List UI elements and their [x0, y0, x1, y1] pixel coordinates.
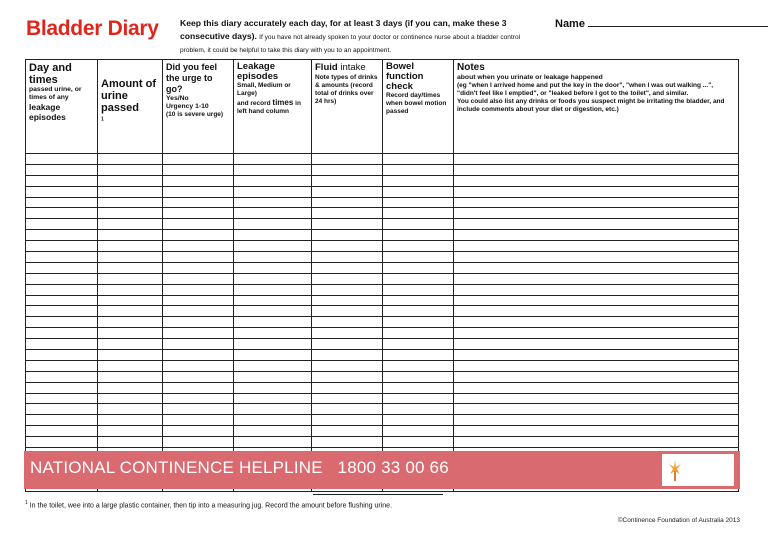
- table-row: [26, 241, 739, 252]
- diary-cell[interactable]: [312, 415, 383, 426]
- diary-cell[interactable]: [26, 317, 98, 328]
- diary-cell[interactable]: [312, 360, 383, 371]
- diary-cell[interactable]: [454, 360, 739, 371]
- diary-cell[interactable]: [26, 404, 98, 415]
- diary-cell[interactable]: [98, 219, 163, 230]
- diary-cell[interactable]: [454, 404, 739, 415]
- helpline-text: [30, 458, 449, 478]
- col-urge-yesno: Yes/No: [166, 95, 189, 102]
- diary-cell[interactable]: [312, 284, 383, 295]
- diary-cell[interactable]: [312, 350, 383, 361]
- name-field: [555, 16, 768, 30]
- diary-cell[interactable]: [98, 404, 163, 415]
- diary-cell[interactable]: [163, 360, 234, 371]
- diary-cell[interactable]: [98, 426, 163, 437]
- diary-cell[interactable]: [98, 360, 163, 371]
- diary-cell[interactable]: [234, 154, 312, 165]
- diary-cell[interactable]: [98, 262, 163, 273]
- diary-cell[interactable]: [163, 317, 234, 328]
- diary-cell[interactable]: [234, 208, 312, 219]
- table-row: [26, 382, 739, 393]
- diary-cell[interactable]: [234, 350, 312, 361]
- diary-cell[interactable]: [383, 437, 454, 448]
- diary-cell[interactable]: [383, 415, 454, 426]
- copyright: ©Continence Foundation of Australia 2013: [617, 517, 740, 524]
- diary-cell[interactable]: [312, 197, 383, 208]
- diary-cell[interactable]: [98, 175, 163, 186]
- diary-cell[interactable]: [98, 306, 163, 317]
- table-row: [26, 328, 739, 339]
- col-leakage-record: record: [250, 100, 271, 107]
- diary-cell[interactable]: [26, 437, 98, 448]
- diary-cell[interactable]: [312, 306, 383, 317]
- diary-cell[interactable]: [383, 186, 454, 197]
- page-title: Bladder Diary: [26, 17, 159, 40]
- helpline-label: NATIONAL CONTINENCE HELPLINE: [30, 458, 323, 477]
- name-label: Name: [555, 18, 585, 30]
- diary-cell[interactable]: [234, 262, 312, 273]
- diary-cell[interactable]: [26, 208, 98, 219]
- diary-cell[interactable]: [234, 186, 312, 197]
- diary-cell[interactable]: [163, 273, 234, 284]
- diary-cell[interactable]: [163, 154, 234, 165]
- diary-cell[interactable]: [454, 154, 739, 165]
- col-day-title: Day and times: [29, 62, 72, 86]
- instructions: [180, 17, 530, 57]
- diary-cell[interactable]: [163, 437, 234, 448]
- diary-cell[interactable]: [163, 164, 234, 175]
- diary-cell[interactable]: [98, 437, 163, 448]
- diary-cell[interactable]: [383, 306, 454, 317]
- diary-cell[interactable]: [454, 306, 739, 317]
- col-amount-title: Amount of urine passed: [101, 78, 156, 114]
- diary-cell[interactable]: [312, 186, 383, 197]
- diary-cell[interactable]: [163, 295, 234, 306]
- diary-cell[interactable]: [163, 284, 234, 295]
- diary-cell[interactable]: [454, 382, 739, 393]
- foundation-logo: [662, 454, 734, 486]
- col-day-tail: leakage episodes: [29, 102, 66, 122]
- col-leakage: [234, 60, 312, 154]
- footnote-mark: 1: [25, 500, 28, 506]
- table-row: [26, 273, 739, 284]
- diary-cell[interactable]: [98, 186, 163, 197]
- col-amount: [98, 60, 163, 154]
- diary-cell[interactable]: [234, 284, 312, 295]
- diary-cell[interactable]: [163, 175, 234, 186]
- diary-cell[interactable]: [98, 241, 163, 252]
- diary-cell[interactable]: [454, 273, 739, 284]
- diary-cell[interactable]: [163, 371, 234, 382]
- diary-cell[interactable]: [383, 360, 454, 371]
- diary-cell[interactable]: [98, 317, 163, 328]
- diary-cell[interactable]: [454, 393, 739, 404]
- diary-cell[interactable]: [312, 273, 383, 284]
- diary-cell[interactable]: [383, 426, 454, 437]
- col-notes-extra: You could also list any drinks or foods you suspect might be irritating the bladder, and include comments about your diet or digestion, etc.): [457, 98, 725, 113]
- diary-cell[interactable]: [454, 295, 739, 306]
- diary-cell[interactable]: [234, 175, 312, 186]
- diary-cell[interactable]: [234, 241, 312, 252]
- diary-cell[interactable]: [383, 404, 454, 415]
- diary-cell[interactable]: [26, 393, 98, 404]
- diary-cell[interactable]: [454, 262, 739, 273]
- diary-cell[interactable]: [163, 393, 234, 404]
- instructions-rest: If you have not already spoken to your doctor or continence nurse about a bladder control problem, it could be helpful to take this diary with you to an appointment.: [180, 34, 521, 54]
- table-row: [26, 415, 739, 426]
- table-row: [26, 350, 739, 361]
- diary-cell[interactable]: [234, 328, 312, 339]
- diary-cell[interactable]: [234, 339, 312, 350]
- name-line[interactable]: [588, 16, 768, 27]
- diary-cell[interactable]: [163, 219, 234, 230]
- diary-cell[interactable]: [454, 186, 739, 197]
- diary-cell[interactable]: [234, 360, 312, 371]
- diary-cell[interactable]: [383, 350, 454, 361]
- diary-cell[interactable]: [454, 197, 739, 208]
- diary-cell[interactable]: [234, 371, 312, 382]
- diary-body: [26, 154, 739, 492]
- diary-cell[interactable]: [234, 415, 312, 426]
- diary-cell[interactable]: [312, 230, 383, 241]
- diary-cell[interactable]: [26, 284, 98, 295]
- diary-cell[interactable]: [312, 262, 383, 273]
- foundation-logo-icon: [668, 458, 682, 482]
- diary-cell[interactable]: [312, 208, 383, 219]
- diary-cell[interactable]: [26, 197, 98, 208]
- diary-cell[interactable]: [454, 164, 739, 175]
- footnote: [25, 500, 392, 509]
- diary-cell[interactable]: [163, 252, 234, 263]
- diary-cell[interactable]: [26, 339, 98, 350]
- diary-cell[interactable]: [454, 437, 739, 448]
- diary-cell[interactable]: [26, 360, 98, 371]
- helpline-number: 1800 33 00 66: [337, 458, 449, 477]
- table-row: [26, 437, 739, 448]
- diary-cell[interactable]: [163, 306, 234, 317]
- diary-cell[interactable]: [163, 339, 234, 350]
- diary-cell[interactable]: [454, 426, 739, 437]
- col-bowel-sub: Record day/times when bowel motion passed: [386, 92, 447, 115]
- diary-cell[interactable]: [98, 371, 163, 382]
- diary-cell[interactable]: [383, 371, 454, 382]
- col-notes-examples: (eg "when I arrived home and put the key in the door", "when I was out walking ...", "didn't feel like I emptied", or "leaked before I got to the toilet", and similar.: [457, 82, 714, 97]
- diary-cell[interactable]: [163, 197, 234, 208]
- col-urge-note: (10 is severe urge): [166, 111, 224, 118]
- col-leakage-and: and: [237, 100, 249, 107]
- diary-cell[interactable]: [312, 393, 383, 404]
- col-bowel-title: Bowel function check: [386, 61, 424, 92]
- diary-cell[interactable]: [163, 350, 234, 361]
- table-row: [26, 219, 739, 230]
- footnote-divider: [313, 494, 443, 495]
- diary-cell[interactable]: [163, 404, 234, 415]
- table-row: [26, 339, 739, 350]
- table-row: [26, 426, 739, 437]
- table-row: [26, 393, 739, 404]
- col-notes-sub: about when you urinate or leakage happened: [457, 74, 603, 81]
- diary-cell[interactable]: [312, 241, 383, 252]
- diary-cell[interactable]: [312, 154, 383, 165]
- diary-cell[interactable]: [383, 175, 454, 186]
- diary-cell[interactable]: [98, 252, 163, 263]
- diary-cell[interactable]: [26, 328, 98, 339]
- diary-cell[interactable]: [26, 306, 98, 317]
- diary-cell[interactable]: [234, 317, 312, 328]
- col-notes-title: Notes: [457, 62, 485, 73]
- diary-cell[interactable]: [454, 241, 739, 252]
- diary-cell[interactable]: [454, 230, 739, 241]
- diary-cell[interactable]: [383, 252, 454, 263]
- diary-cell[interactable]: [98, 393, 163, 404]
- diary-cell[interactable]: [383, 284, 454, 295]
- diary-cell[interactable]: [383, 273, 454, 284]
- table-row: [26, 175, 739, 186]
- col-amount-footnote-mark: 1: [101, 116, 104, 123]
- diary-cell[interactable]: [98, 415, 163, 426]
- diary-cell[interactable]: [163, 382, 234, 393]
- col-notes: [454, 60, 739, 154]
- diary-cell[interactable]: [454, 284, 739, 295]
- diary-cell[interactable]: [454, 175, 739, 186]
- diary-cell[interactable]: [26, 426, 98, 437]
- diary-cell[interactable]: [26, 219, 98, 230]
- table-row: [26, 295, 739, 306]
- diary-cell[interactable]: [454, 371, 739, 382]
- diary-cell[interactable]: [26, 186, 98, 197]
- diary-table: [25, 59, 739, 492]
- diary-cell[interactable]: [26, 262, 98, 273]
- table-row: [26, 252, 739, 263]
- diary-cell[interactable]: [454, 219, 739, 230]
- diary-cell[interactable]: [98, 197, 163, 208]
- diary-cell[interactable]: [98, 273, 163, 284]
- diary-cell[interactable]: [234, 197, 312, 208]
- diary-cell[interactable]: [98, 350, 163, 361]
- diary-cell[interactable]: [383, 382, 454, 393]
- diary-cell[interactable]: [98, 328, 163, 339]
- diary-cell[interactable]: [26, 241, 98, 252]
- col-fluid-sub: Note types of drinks & amounts (record total of drinks over 24 hrs): [315, 74, 378, 105]
- diary-cell[interactable]: [98, 208, 163, 219]
- diary-cell[interactable]: [234, 252, 312, 263]
- diary-cell[interactable]: [163, 328, 234, 339]
- diary-cell[interactable]: [454, 415, 739, 426]
- col-fluid-title-rest: intake: [340, 62, 366, 73]
- table-row: [26, 262, 739, 273]
- col-leakage-times: times: [272, 98, 294, 107]
- diary-cell[interactable]: [26, 273, 98, 284]
- diary-cell[interactable]: [234, 393, 312, 404]
- table-row: [26, 154, 739, 165]
- helpline-banner: [24, 451, 740, 489]
- col-leakage-title: Leakage episodes: [237, 61, 279, 82]
- col-fluid: [312, 60, 383, 154]
- diary-cell[interactable]: [234, 295, 312, 306]
- instructions-bold: Keep this diary accurately each day, for at least 3 days (if you can, make these 3 consecutive days).: [180, 18, 507, 41]
- diary-cell[interactable]: [26, 164, 98, 175]
- diary-cell[interactable]: [98, 284, 163, 295]
- diary-cell[interactable]: [383, 164, 454, 175]
- diary-cell[interactable]: [163, 262, 234, 273]
- diary-cell[interactable]: [383, 208, 454, 219]
- diary-cell[interactable]: [312, 437, 383, 448]
- diary-cell[interactable]: [163, 208, 234, 219]
- table-row: [26, 404, 739, 415]
- diary-cell[interactable]: [383, 230, 454, 241]
- diary-cell[interactable]: [312, 339, 383, 350]
- diary-cell[interactable]: [163, 230, 234, 241]
- diary-cell[interactable]: [454, 317, 739, 328]
- diary-cell[interactable]: [98, 382, 163, 393]
- diary-cell[interactable]: [312, 328, 383, 339]
- diary-cell[interactable]: [383, 339, 454, 350]
- diary-cell[interactable]: [383, 393, 454, 404]
- diary-cell[interactable]: [234, 219, 312, 230]
- header-row: [26, 60, 739, 154]
- col-leakage-line1: Small, Medium or Large): [237, 82, 291, 97]
- diary-cell[interactable]: [312, 371, 383, 382]
- col-urge-urgency: Urgency 1-10: [166, 103, 209, 110]
- table-row: [26, 306, 739, 317]
- diary-cell[interactable]: [163, 415, 234, 426]
- table-row: [26, 186, 739, 197]
- diary-cell[interactable]: [312, 252, 383, 263]
- diary-cell[interactable]: [454, 339, 739, 350]
- diary-cell[interactable]: [234, 437, 312, 448]
- diary-cell[interactable]: [26, 382, 98, 393]
- diary-cell[interactable]: [163, 186, 234, 197]
- col-urge-title: Did you feel the urge to go?: [166, 62, 218, 94]
- col-day-sub: passed urine, or times of any: [29, 86, 82, 101]
- diary-cell[interactable]: [312, 295, 383, 306]
- diary-cell[interactable]: [312, 219, 383, 230]
- table-row: [26, 317, 739, 328]
- diary-cell[interactable]: [383, 295, 454, 306]
- table-row: [26, 371, 739, 382]
- diary-cell[interactable]: [98, 295, 163, 306]
- diary-cell[interactable]: [454, 328, 739, 339]
- table-row: [26, 284, 739, 295]
- diary-cell[interactable]: [98, 339, 163, 350]
- diary-cell[interactable]: [98, 230, 163, 241]
- diary-cell[interactable]: [312, 317, 383, 328]
- diary-cell[interactable]: [98, 154, 163, 165]
- diary-cell[interactable]: [163, 241, 234, 252]
- table-row: [26, 164, 739, 175]
- diary-cell[interactable]: [26, 230, 98, 241]
- table-row: [26, 197, 739, 208]
- diary-cell[interactable]: [383, 328, 454, 339]
- col-leakage-tail: in left hand column: [237, 100, 301, 115]
- diary-cell[interactable]: [383, 317, 454, 328]
- diary-cell[interactable]: [234, 426, 312, 437]
- diary-cell[interactable]: [383, 197, 454, 208]
- diary-cell[interactable]: [26, 252, 98, 263]
- diary-cell[interactable]: [26, 350, 98, 361]
- diary-cell[interactable]: [312, 382, 383, 393]
- diary-cell[interactable]: [454, 252, 739, 263]
- table-row: [26, 208, 739, 219]
- diary-cell[interactable]: [26, 371, 98, 382]
- diary-cell[interactable]: [312, 164, 383, 175]
- diary-cell[interactable]: [26, 154, 98, 165]
- diary-cell[interactable]: [383, 154, 454, 165]
- diary-cell[interactable]: [383, 219, 454, 230]
- diary-cell[interactable]: [234, 230, 312, 241]
- diary-cell[interactable]: [26, 175, 98, 186]
- diary-cell[interactable]: [234, 404, 312, 415]
- diary-cell[interactable]: [312, 404, 383, 415]
- diary-cell[interactable]: [26, 415, 98, 426]
- table-row: [26, 230, 739, 241]
- col-bowel: [383, 60, 454, 154]
- diary-cell[interactable]: [234, 382, 312, 393]
- footnote-text: In the toilet, wee into a large plastic container, then tip into a measuring jug. Record the amount before flushing urine.: [29, 502, 393, 510]
- diary-cell[interactable]: [98, 164, 163, 175]
- diary-cell[interactable]: [383, 241, 454, 252]
- diary-cell[interactable]: [312, 175, 383, 186]
- diary-cell[interactable]: [234, 306, 312, 317]
- diary-cell[interactable]: [234, 273, 312, 284]
- diary-cell[interactable]: [163, 426, 234, 437]
- diary-cell[interactable]: [454, 350, 739, 361]
- col-day: [26, 60, 98, 154]
- diary-cell[interactable]: [26, 295, 98, 306]
- table-row: [26, 360, 739, 371]
- diary-cell[interactable]: [383, 262, 454, 273]
- diary-cell[interactable]: [312, 426, 383, 437]
- diary-cell[interactable]: [454, 208, 739, 219]
- col-fluid-title-bold: Fluid: [315, 62, 338, 73]
- diary-cell[interactable]: [234, 164, 312, 175]
- col-urge: [163, 60, 234, 154]
